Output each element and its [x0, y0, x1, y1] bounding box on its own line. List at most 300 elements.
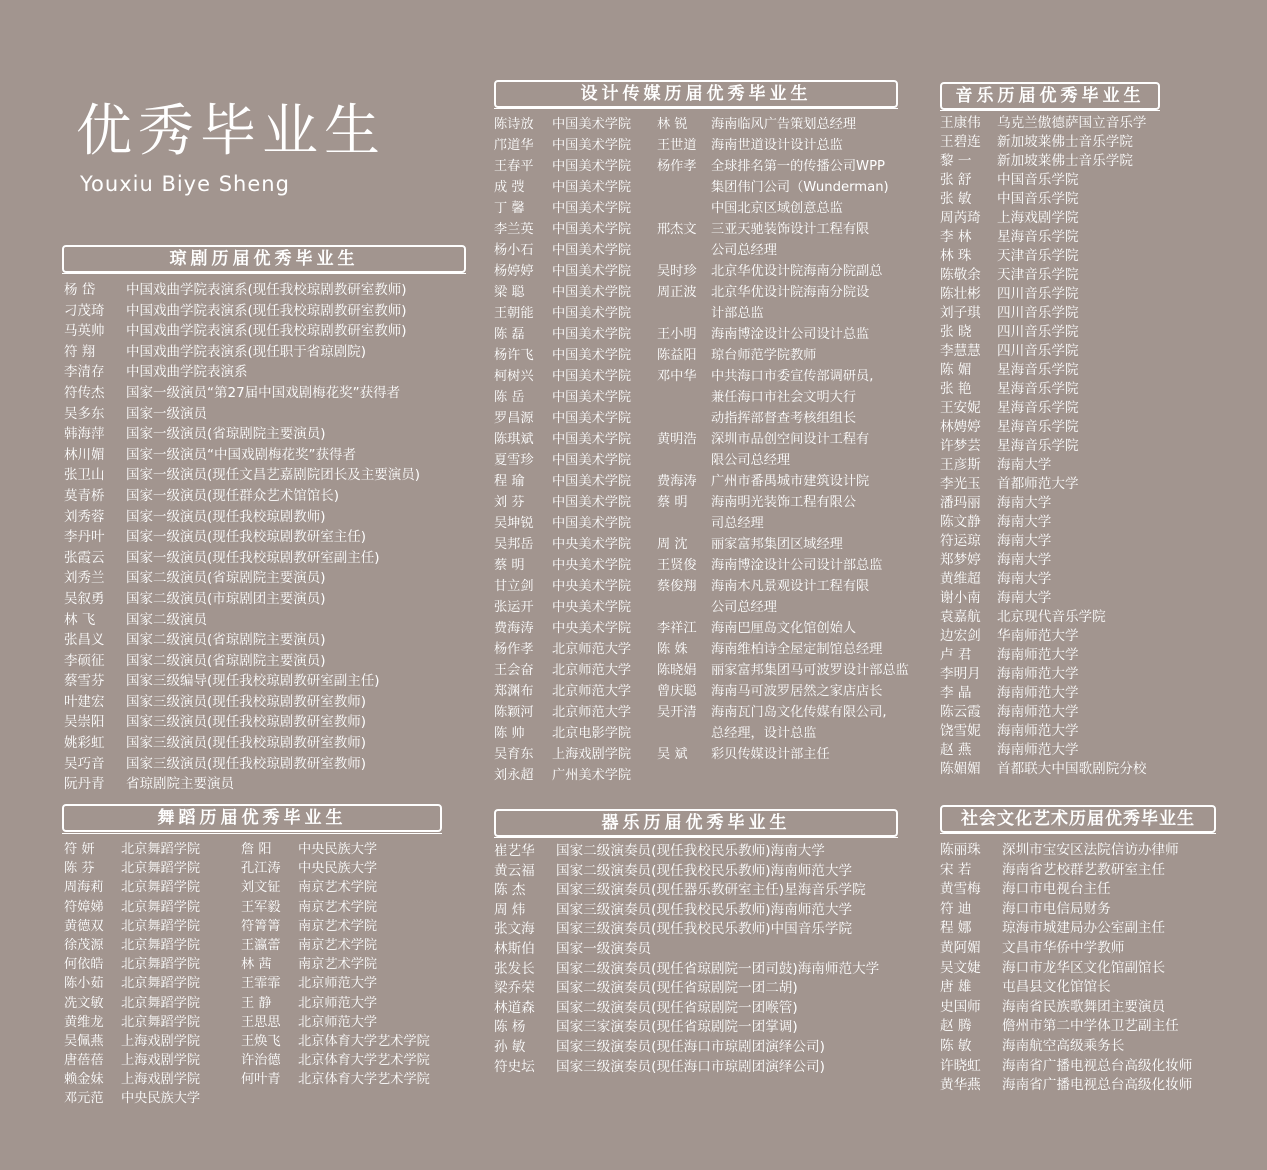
list-item	[494, 1038, 879, 1058]
list-item	[64, 527, 420, 548]
graduate-name: 符 翔	[64, 343, 96, 360]
graduate-description: 天津音乐学院	[997, 267, 1079, 283]
list-item	[940, 939, 1192, 959]
graduate-name: 陈 媚	[940, 362, 972, 378]
graduate-name	[657, 240, 711, 261]
graduate-description: 星海音乐学院	[997, 438, 1079, 454]
graduate-name: 陈媚媚	[940, 761, 981, 777]
graduate-name: 吴巧音	[64, 755, 105, 772]
graduate-name: 刘 芬	[494, 495, 525, 510]
graduate-description: 中国美术学院	[552, 474, 632, 489]
list-item	[940, 703, 1147, 722]
list-item	[241, 1032, 430, 1051]
graduate-name: 李清存	[64, 364, 105, 381]
list-item	[494, 198, 631, 219]
list-item	[241, 1013, 430, 1032]
graduate-name	[657, 597, 711, 618]
graduate-description: 琼海市城建局办公室副主任	[1002, 920, 1166, 937]
list-item	[241, 994, 430, 1013]
graduate-description: 国家二级演奏员(现任省琼剧院一团司鼓)海南师范大学	[556, 960, 880, 977]
list-item	[64, 774, 420, 795]
graduate-description: 中国美术学院	[552, 495, 632, 510]
list-item	[940, 304, 1147, 323]
graduate-description: 海口市电视台主任	[1002, 881, 1111, 898]
graduate-name: 张 艳	[940, 381, 972, 397]
list-item	[64, 404, 420, 425]
graduate-description: 国家三级演员(现任我校琼剧教研室教师)	[126, 714, 367, 731]
graduate-description: 海南省广播电视总台高级化妆师	[1002, 1077, 1193, 1094]
list-item	[940, 608, 1147, 627]
graduate-name: 蔡 明	[494, 558, 525, 573]
graduate-name: 陈丽珠	[940, 842, 981, 858]
graduate-description: 国家一级演员“第27届中国戏剧梅花奖”获得者	[126, 384, 401, 401]
list-item	[657, 555, 909, 576]
graduate-description: 北京华优设计院海南分院副总	[711, 264, 883, 279]
list-item	[64, 445, 420, 466]
list-item	[657, 240, 909, 261]
graduate-name: 吴坤锐	[494, 516, 534, 531]
graduate-description: 南京艺术学院	[298, 918, 378, 934]
list-item	[657, 282, 909, 303]
graduate-description: 广州市番禺城市建筑设计院	[711, 474, 870, 489]
graduate-description: 中国戏曲学院表演系	[126, 364, 248, 381]
graduate-name: 李 晶	[940, 685, 972, 701]
list-item	[494, 450, 631, 471]
graduate-name: 蔡俊翔	[657, 579, 697, 594]
list-item	[657, 702, 909, 723]
list-item	[241, 878, 430, 897]
list-item	[64, 301, 420, 322]
graduate-name: 袁嘉航	[940, 609, 981, 625]
graduate-name: 罗昌源	[494, 411, 534, 426]
graduate-name: 黄德双	[64, 918, 104, 934]
graduate-name: 陈 磊	[494, 327, 525, 342]
list-item	[940, 285, 1147, 304]
list-item	[940, 247, 1147, 266]
list-item	[64, 1051, 200, 1070]
graduate-name: 詹 阳	[241, 842, 272, 857]
graduate-name: 王小明	[657, 327, 697, 342]
graduate-description: 北京舞蹈学院	[121, 842, 201, 857]
graduate-description: 海南维柏诗全屋定制馆总经理	[711, 642, 883, 657]
design-section-header: 设计传媒历届优秀毕业生	[494, 80, 898, 108]
list-item	[64, 630, 420, 651]
graduate-name: 程 娜	[940, 920, 972, 937]
list-item	[494, 387, 631, 408]
list-item	[940, 570, 1147, 589]
graduate-name: 陈文静	[940, 514, 981, 530]
graduate-name: 李丹叶	[64, 529, 105, 546]
graduate-name: 张运开	[494, 600, 534, 615]
list-item	[64, 733, 420, 754]
graduate-description: 儋州市第二中学体卫艺副主任	[1002, 1018, 1179, 1035]
graduate-description: 星海音乐学院	[997, 362, 1079, 378]
graduate-name: 林 飞	[64, 611, 96, 628]
graduate-description: 上海戏剧学院	[552, 747, 632, 762]
list-item	[940, 532, 1147, 551]
list-item	[64, 362, 420, 383]
list-item	[64, 486, 420, 507]
graduate-name: 陈云霞	[940, 704, 981, 720]
graduate-description: 琼台师范学院教师	[711, 348, 817, 363]
list-item	[657, 723, 909, 744]
list-item	[940, 114, 1147, 133]
graduate-name: 陈益阳	[657, 348, 697, 363]
music-section-header: 音乐历届优秀毕业生	[940, 82, 1160, 110]
graduate-description: 星海音乐学院	[997, 419, 1079, 435]
graduate-description: 北京现代音乐学院	[997, 609, 1106, 625]
graduate-name: 王 静	[241, 995, 272, 1011]
graduate-description: 中国美术学院	[552, 222, 632, 237]
graduate-name: 姚彩虹	[64, 735, 105, 752]
graduate-name: 陈敬余	[940, 267, 981, 283]
graduate-description: 北京体育大学艺术学院	[298, 1033, 430, 1049]
instrument-section-header: 器乐历届优秀毕业生	[494, 809, 898, 837]
graduate-name: 李硕征	[64, 652, 105, 669]
list-item	[657, 177, 909, 198]
list-item	[657, 639, 909, 660]
list-item	[940, 152, 1147, 171]
page-subtitle: Youxiu Biye Sheng	[80, 172, 290, 196]
graduate-description: 四川音乐学院	[997, 305, 1079, 321]
qiongju-list	[64, 280, 420, 795]
graduate-name: 邓元范	[64, 1091, 104, 1107]
list-item	[940, 760, 1147, 779]
graduate-name: 周芮琦	[940, 210, 981, 226]
list-item	[940, 861, 1192, 881]
graduate-description: 动指挥部督查考核组组长	[711, 411, 857, 426]
list-item	[64, 1013, 200, 1032]
graduate-name: 张 晓	[940, 324, 972, 340]
list-item	[494, 920, 879, 940]
graduate-name: 周 沈	[657, 537, 688, 552]
graduate-name: 李兰英	[494, 222, 534, 237]
graduate-name: 王春平	[494, 159, 534, 174]
list-item	[940, 228, 1147, 247]
list-item	[494, 881, 879, 901]
graduate-description: 北京舞蹈学院	[121, 995, 201, 1011]
list-item	[657, 576, 909, 597]
list-item	[657, 156, 909, 177]
graduate-name: 夏雪珍	[494, 453, 534, 468]
graduate-name: 徐茂源	[64, 937, 104, 953]
graduate-description: 海南临风广告策划总经理	[711, 117, 857, 132]
graduate-description: 海口市龙华区文化馆副馆长	[1002, 959, 1166, 976]
graduate-description: 海南师范大学	[997, 742, 1079, 758]
graduate-description: 四川音乐学院	[997, 324, 1079, 340]
graduate-name: 成 弢	[494, 180, 525, 195]
list-item	[494, 345, 631, 366]
list-item	[64, 589, 420, 610]
graduate-description: 国家一级演员(现任文昌艺嘉剧院团长及主要演员)	[126, 467, 421, 484]
graduate-name: 史国师	[940, 998, 981, 1015]
graduate-description: 国家一级演员(现任群众艺术馆馆长)	[126, 487, 340, 504]
list-item	[494, 177, 631, 198]
graduate-name: 杨许飞	[494, 348, 534, 363]
list-item	[494, 1018, 879, 1038]
list-item	[494, 261, 631, 282]
social-list	[940, 841, 1192, 1096]
graduate-description: 文昌市华侨中学教师	[1002, 939, 1125, 956]
graduate-name: 张发长	[494, 960, 535, 977]
graduate-description: 中央民族大学	[298, 842, 378, 857]
graduate-description: 国家一级演员“中国戏剧梅花奖”获得者	[126, 446, 356, 463]
graduate-name: 吴佩燕	[64, 1033, 104, 1049]
graduate-description: 国家一级演员(省琼剧院主要演员)	[126, 426, 326, 443]
graduate-name: 王焕飞	[241, 1033, 281, 1049]
list-item	[241, 955, 430, 974]
graduate-name: 邝道华	[494, 138, 534, 153]
graduate-description: 国家一级演员(现任我校琼剧教研室副主任)	[126, 549, 380, 566]
list-item	[940, 646, 1147, 665]
graduate-description: 北京舞蹈学院	[121, 1014, 201, 1030]
graduate-name: 林 茜	[241, 957, 272, 973]
graduate-name: 刘秀兰	[64, 570, 105, 587]
graduate-name: 林道森	[494, 999, 535, 1016]
graduate-name: 孔江涛	[241, 861, 281, 877]
graduate-name: 林 珠	[940, 248, 972, 264]
list-item	[494, 429, 631, 450]
music-section-rule	[940, 110, 1160, 111]
graduate-name	[657, 387, 711, 408]
graduate-description: 中国美术学院	[552, 243, 632, 258]
graduate-name: 陈 姝	[657, 642, 688, 657]
graduate-name: 杨 岱	[64, 282, 96, 298]
qiongju-section-rule	[62, 273, 466, 274]
graduate-description: 北京体育大学艺术学院	[298, 1053, 430, 1069]
graduate-description: 北京师范大学	[298, 1014, 378, 1030]
graduate-name: 唐 雄	[940, 979, 972, 996]
graduate-name: 林 锐	[657, 117, 688, 132]
graduate-description: 国家二级演奏员(现任我校民乐教师)海南师范大学	[556, 862, 853, 879]
qiongju-section-header: 琼剧历届优秀毕业生	[62, 245, 466, 273]
list-item	[940, 1037, 1192, 1057]
graduate-description: 北京舞蹈学院	[121, 880, 201, 896]
dance-list-left	[64, 840, 200, 1109]
graduate-name: 王瀛蕾	[241, 937, 281, 953]
graduate-name: 饶雪妮	[940, 723, 981, 739]
list-item	[940, 475, 1147, 494]
graduate-description: 华南师范大学	[997, 628, 1079, 644]
graduate-description: 丽家富邦集团区域经理	[711, 537, 843, 552]
graduate-name: 符传杰	[64, 384, 105, 401]
graduate-name: 王安妮	[940, 400, 981, 416]
graduate-description: 中央美术学院	[552, 579, 632, 594]
list-item	[657, 492, 909, 513]
graduate-name: 张 舒	[940, 172, 972, 188]
list-item	[494, 940, 879, 960]
list-item	[494, 114, 631, 135]
graduate-name: 张卫山	[64, 467, 105, 484]
graduate-description: 中央民族大学	[121, 1091, 201, 1107]
graduate-name: 柯树兴	[494, 369, 534, 384]
list-item	[494, 842, 879, 862]
list-item	[657, 408, 909, 429]
graduate-description: 海南木凡景观设计工程有限	[711, 579, 870, 594]
list-item	[64, 342, 420, 363]
graduate-name	[657, 513, 711, 534]
graduate-description: 南京艺术学院	[298, 957, 378, 973]
graduate-description: 南京艺术学院	[298, 937, 378, 953]
list-item	[64, 671, 420, 692]
graduate-name: 李光玉	[940, 476, 981, 492]
list-item	[940, 266, 1147, 285]
graduate-description: 海南瓦门岛文化传媒有限公司,	[711, 705, 887, 720]
graduate-name: 王朝能	[494, 306, 534, 321]
graduate-description: 北京师范大学	[552, 705, 632, 720]
graduate-description: 海南大学	[997, 457, 1052, 473]
graduate-description: 海南师范大学	[997, 704, 1079, 720]
list-item	[64, 955, 200, 974]
graduate-description: 总经理，设计总监	[711, 726, 817, 741]
graduate-description: 国家三级演奏员(现任器乐教研室主任)星海音乐学院	[556, 882, 866, 899]
graduate-description: 上海戏剧学院	[997, 210, 1079, 226]
graduate-description: 海南师范大学	[997, 666, 1079, 682]
graduate-description: 海南师范大学	[997, 685, 1079, 701]
graduate-description: 北京舞蹈学院	[121, 861, 201, 877]
graduate-description: 国家三级演员(现任我校琼剧教研室教师)	[126, 735, 367, 752]
graduate-description: 海南省民族歌舞团主要演员	[1002, 998, 1166, 1015]
graduate-name: 王军毅	[241, 899, 281, 915]
graduate-description: 国家三级演奏员(现任海口市琼剧团演绎公司)	[556, 1038, 825, 1055]
graduate-name: 符史坛	[494, 1058, 535, 1075]
graduate-name: 黄维龙	[64, 1014, 104, 1030]
graduate-description: 北京华优设计院海南分院设	[711, 285, 870, 300]
graduate-name: 林川媚	[64, 446, 105, 463]
graduate-description: 中国美术学院	[552, 264, 632, 279]
list-item	[657, 450, 909, 471]
list-item	[64, 936, 200, 955]
graduate-name: 宋 若	[940, 861, 972, 878]
graduate-name: 陈 帅	[494, 726, 525, 741]
graduate-description: 海南师范大学	[997, 723, 1079, 739]
graduate-description: 中国美术学院	[552, 411, 632, 426]
list-item	[940, 665, 1147, 684]
graduate-name: 边宏剑	[940, 628, 981, 644]
list-item	[657, 345, 909, 366]
graduate-description: 中国美术学院	[552, 348, 632, 363]
graduate-name: 何叶青	[241, 1072, 281, 1088]
list-item	[64, 280, 420, 301]
graduate-description: 南京艺术学院	[298, 899, 378, 915]
graduate-description: 中国美术学院	[552, 453, 632, 468]
graduate-description: 海南世道设计设计总监	[711, 138, 843, 153]
graduate-description: 星海音乐学院	[997, 229, 1079, 245]
graduate-description: 中国北京区域创意总监	[711, 201, 843, 216]
graduate-description: 中央美术学院	[552, 537, 632, 552]
list-item	[657, 660, 909, 681]
graduate-description: 北京舞蹈学院	[121, 957, 201, 973]
list-item	[64, 321, 420, 342]
graduate-name: 吴文婕	[940, 959, 981, 976]
graduate-name: 陈 岳	[494, 390, 525, 405]
graduate-name: 黄维超	[940, 571, 981, 587]
graduate-description: 海南博淦设计公司设计部总监	[711, 558, 883, 573]
graduate-description: 北京师范大学	[552, 684, 632, 699]
music-list	[940, 114, 1147, 779]
graduate-name: 周海莉	[64, 880, 104, 896]
graduate-description: 海南省广播电视总台高级化妆师	[1002, 1057, 1193, 1074]
list-item	[494, 492, 631, 513]
graduate-name: 吴多东	[64, 405, 105, 422]
list-item	[940, 589, 1147, 608]
list-item	[940, 418, 1147, 437]
list-item	[241, 1070, 430, 1089]
graduate-description: 星海音乐学院	[997, 381, 1079, 397]
graduate-description: 北京师范大学	[552, 663, 632, 678]
graduate-description: 海南巴厘岛文化馆创始人	[711, 621, 857, 636]
list-item	[940, 1017, 1192, 1037]
graduate-description: 中国音乐学院	[997, 191, 1079, 207]
graduate-description: 中国美术学院	[552, 516, 632, 531]
dance-section-header: 舞蹈历届优秀毕业生	[62, 804, 442, 832]
list-item	[940, 399, 1147, 418]
graduate-name: 陈小茹	[64, 976, 104, 992]
list-item	[494, 765, 631, 786]
graduate-description: 中国美术学院	[552, 285, 632, 300]
graduate-description: 首都联大中国歌剧院分校	[997, 761, 1147, 777]
graduate-name: 周正波	[657, 285, 697, 300]
graduate-name	[657, 450, 711, 471]
graduate-description: 海南航空高级乘务长	[1002, 1037, 1125, 1054]
list-item	[64, 712, 420, 733]
list-item	[64, 610, 420, 631]
list-item	[64, 692, 420, 713]
list-item	[657, 513, 909, 534]
graduate-name: 费海涛	[494, 621, 534, 636]
graduate-name: 陈 杨	[494, 1019, 526, 1036]
graduate-description: 中央美术学院	[552, 621, 632, 636]
graduate-name: 唐蓓蓓	[64, 1053, 104, 1069]
graduate-name: 王思思	[241, 1014, 281, 1030]
list-item	[657, 324, 909, 345]
list-item	[494, 282, 631, 303]
graduate-name: 许治德	[241, 1053, 281, 1069]
list-item	[940, 209, 1147, 228]
graduate-description: 中国美术学院	[552, 117, 632, 132]
graduate-name: 黄阿媚	[940, 939, 981, 956]
graduate-description: 首都师范大学	[997, 476, 1079, 492]
list-item	[657, 471, 909, 492]
graduate-name: 谢小南	[940, 590, 981, 606]
graduate-name: 莫青桥	[64, 487, 105, 504]
graduate-name: 何依皓	[64, 957, 104, 973]
graduate-name: 黄明浩	[657, 432, 697, 447]
list-item	[494, 702, 631, 723]
graduate-description: 国家一级演员	[126, 405, 207, 422]
graduate-name	[657, 198, 711, 219]
graduate-description: 北京师范大学	[298, 976, 378, 992]
graduate-description: 北京舞蹈学院	[121, 918, 201, 934]
graduate-name: 王彦斯	[940, 457, 981, 473]
list-item	[940, 741, 1147, 760]
graduate-description: 深圳市品创空间设计工程有	[711, 432, 870, 447]
graduate-name: 吴时珍	[657, 264, 697, 279]
graduate-name: 王会奋	[494, 663, 534, 678]
graduate-name: 崔艺华	[494, 843, 535, 859]
graduate-description: 海南博淦设计公司设计总监	[711, 327, 870, 342]
graduate-description: 中国美术学院	[552, 159, 632, 174]
list-item	[940, 323, 1147, 342]
graduate-description: 四川音乐学院	[997, 286, 1079, 302]
graduate-description: 海口市电信局财务	[1002, 900, 1111, 917]
graduate-name: 周 炜	[494, 901, 526, 918]
list-item	[657, 429, 909, 450]
graduate-name: 刘秀蓉	[64, 508, 105, 525]
graduate-name: 吴育东	[494, 747, 534, 762]
graduate-name: 陈 敏	[940, 1037, 972, 1054]
graduate-description: 中国戏曲学院表演系(现任我校琼剧教研室教师)	[126, 302, 407, 319]
